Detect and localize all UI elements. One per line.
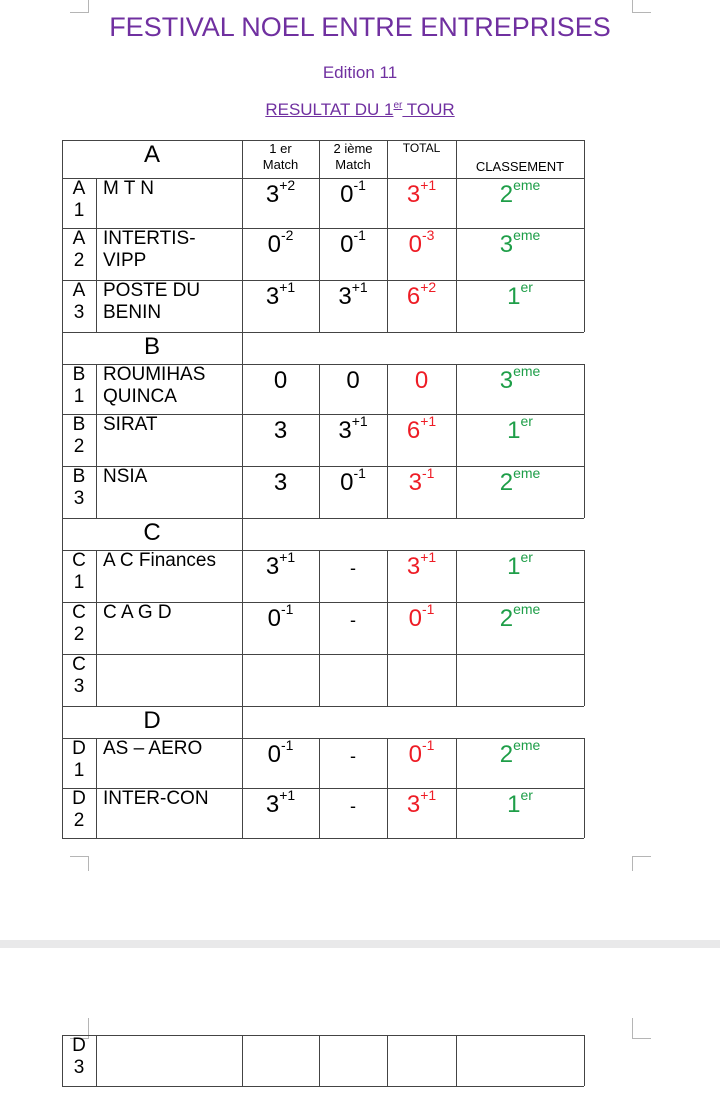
score-modifier: -1 [421,737,435,753]
code-line: 2 [73,624,85,645]
score-modifier: +1 [351,413,368,429]
team-code [62,178,96,222]
score-value: 1 [507,553,521,580]
table-rule [584,550,585,602]
header-line: 1 er [269,141,292,156]
code-line: A [72,280,86,301]
score-modifier: eme [513,227,541,243]
table-rule [96,280,97,332]
score-modifier: +1 [351,279,368,295]
table-rule [96,738,97,788]
code-line: A [72,178,86,199]
table-rule [456,654,457,706]
total-score [387,279,456,311]
match1-score [242,469,319,497]
match2-score [319,741,387,770]
score-modifier: +1 [279,787,296,803]
score-value: 3 [273,469,288,496]
team-line: A C Finances [103,550,216,571]
code-line: B [72,364,86,385]
table-rule [96,178,97,228]
match2-score [319,177,387,209]
score-modifier: eme [513,601,541,617]
table-rule [96,1035,97,1086]
match2-score [319,413,387,445]
subtitle-superscript: er [393,100,403,111]
column-header-classement: CLASSEMENT [475,159,565,174]
code-line: 3 [73,1057,85,1078]
table-rule [62,654,584,655]
table-rule [584,654,585,706]
ranking [456,601,584,633]
code-line: B [72,414,86,435]
match2-score [319,605,387,634]
match2-score [319,367,387,395]
table-rule [319,1035,320,1086]
team-line: VIPP [103,250,147,271]
code-line: C [72,654,86,675]
team-code [62,788,96,832]
score-value: 0 [273,367,288,394]
score-value: 3 [273,417,288,444]
team-line: M T N [103,178,155,199]
table-rule [242,518,243,550]
table-rule [584,280,585,332]
total-score [387,787,456,819]
page-gap [0,940,720,948]
score-value: 2 [499,181,514,208]
score-modifier: -1 [280,601,294,617]
table-rule [242,332,243,364]
score-modifier: +1 [279,279,296,295]
code-line: 1 [73,572,85,593]
team-name [103,414,241,436]
score-value: - [350,610,356,630]
score-modifier: -1 [421,601,435,617]
team-code [62,466,96,510]
code-line: 3 [73,676,85,697]
column-header-match1 [242,141,319,173]
match2-score [319,227,387,259]
score-value: 2 [499,741,514,768]
team-name [103,550,241,572]
team-name [103,602,241,624]
table-rule [96,228,97,280]
total-score [387,465,456,497]
match1-score [242,367,319,395]
team-line: SIRAT [103,414,158,435]
team-line: ROUMIHAS [103,364,206,385]
table-rule [584,602,585,654]
edition-label: Edition 11 [322,63,398,82]
code-line: 3 [73,488,85,509]
ranking [456,363,584,395]
score-modifier: +2 [420,279,437,295]
team-code [62,364,96,408]
score-value: 3 [408,469,422,496]
code-line: D [72,788,86,809]
team-line: AS – AERO [103,738,203,759]
score-value: 2 [499,469,514,496]
code-line: 1 [73,760,85,781]
team-line: C A G D [103,602,172,623]
score-modifier: +2 [279,177,296,193]
team-line: INTERTIS- [103,228,196,249]
table-rule [62,1086,584,1087]
table-rule [456,1035,457,1086]
score-value: 2 [499,605,514,632]
score-value: 1 [507,417,521,444]
ranking [456,737,584,769]
table-rule [387,654,388,706]
table-rule [242,706,243,738]
team-code [62,280,96,324]
code-line: 1 [73,386,85,407]
score-modifier: er [520,279,533,295]
match1-score [242,177,319,209]
document-page-2 [0,948,720,1099]
team-line: POSTE DU [103,280,201,301]
team-name [103,178,241,200]
header-line: 2 ième [333,141,373,156]
document-title: FESTIVAL NOEL ENTRE ENTREPRISES [109,12,611,42]
team-name [103,280,241,324]
subtitle-end: TOUR [402,100,455,119]
match1-score [242,549,319,581]
score-value: 0 [414,367,429,394]
match1-score [242,227,319,259]
team-name [103,466,241,488]
ranking [456,227,584,259]
group-label-d: D [143,707,161,734]
table-rule [96,550,97,602]
subtitle-main: RESULTAT DU 1 [265,100,394,119]
ranking [456,413,584,445]
score-value: 3 [406,553,421,580]
score-value: 3 [265,791,280,818]
score-modifier: er [520,549,533,565]
code-line: 2 [73,436,85,457]
table-rule [584,414,585,466]
team-line: INTER-CON [103,788,209,809]
score-value: 1 [507,791,521,818]
header-line: Match [335,157,371,172]
table-rule [62,838,584,839]
team-name [103,788,241,810]
match1-score [242,737,319,769]
table-rule [584,738,585,788]
score-modifier: -1 [280,737,294,753]
table-rule [387,1035,388,1086]
team-code [62,738,96,782]
score-modifier: -3 [421,227,435,243]
group-label-b: B [143,333,160,360]
score-value: 3 [338,283,352,310]
ranking [456,465,584,497]
score-value: 0 [340,231,354,258]
score-modifier: -1 [353,227,366,243]
score-modifier: +1 [420,413,437,429]
table-rule [584,466,585,518]
table-rule [584,178,585,228]
code-line: 1 [73,200,85,221]
total-score [387,413,456,445]
total-score [387,549,456,581]
score-value: 0 [267,741,281,768]
ranking [456,549,584,581]
team-code [62,228,96,272]
score-modifier: eme [513,363,541,379]
table-rule [584,140,585,178]
ranking [456,279,584,311]
score-value: 0 [408,741,422,768]
team-name [103,738,241,760]
score-modifier: -2 [280,227,294,243]
score-modifier: eme [513,737,541,753]
team-code [62,602,96,646]
group-label-c: C [143,519,161,546]
score-value: 0 [267,231,281,258]
score-modifier: +1 [279,549,296,565]
header-line: Match [262,157,299,172]
score-value: 1 [507,283,521,310]
score-value: 0 [340,181,354,208]
table-rule [242,1035,243,1086]
results-table-continued [0,948,720,1099]
score-value: 3 [406,181,421,208]
table-rule [96,788,97,838]
match1-score [242,787,319,819]
code-line: C [72,550,86,571]
table-rule [96,414,97,466]
score-value: 6 [406,283,421,310]
score-value: 3 [499,231,514,258]
match1-score [242,601,319,633]
score-value: 0 [267,605,281,632]
score-value: 3 [338,417,352,444]
team-name [103,228,241,272]
match2-score [319,279,387,311]
team-line: NSIA [103,466,148,487]
code-line: 2 [73,250,85,271]
score-value: 3 [499,367,514,394]
match2-score [319,791,387,820]
total-score [387,177,456,209]
team-line: QUINCA [103,386,177,407]
match1-score [242,417,319,445]
code-line: D [72,738,86,759]
table-rule [584,228,585,280]
score-value: 3 [265,283,280,310]
total-score [387,737,456,769]
match2-score [319,553,387,582]
score-value: - [350,746,356,766]
score-modifier: eme [513,177,541,193]
score-value: - [350,796,356,816]
score-value: 3 [265,181,280,208]
table-rule [96,602,97,654]
table-rule [96,364,97,414]
team-code [62,414,96,458]
table-rule [584,364,585,414]
table-rule [242,654,243,706]
table-rule [319,654,320,706]
total-score [387,601,456,633]
match1-score [242,279,319,311]
code-line: D [72,1035,86,1056]
table-rule [584,1035,585,1086]
score-modifier: -1 [353,465,366,481]
table-rule [96,466,97,518]
score-value: 0 [346,367,360,394]
score-modifier: +1 [420,549,437,565]
table-rule [62,1035,584,1036]
score-modifier: er [520,413,533,429]
code-line: C [72,602,86,623]
ranking [456,177,584,209]
score-value: 3 [265,553,280,580]
score-value: 0 [340,469,354,496]
table-rule [96,654,97,706]
code-line: A [72,228,86,249]
code-line: 3 [73,302,85,323]
score-modifier: +1 [420,177,437,193]
score-value: - [350,558,356,578]
score-modifier: -1 [353,177,366,193]
code-line: 2 [73,810,85,831]
score-value: 0 [408,605,422,632]
column-header-total: TOTAL [402,141,441,155]
score-value: 3 [406,791,421,818]
code-line: B [72,466,86,487]
total-score [387,367,456,395]
score-modifier: +1 [420,787,437,803]
team-code [62,1035,96,1079]
score-modifier: er [520,787,533,803]
group-label-a: A [143,141,160,168]
score-modifier: eme [513,465,541,481]
table-rule [584,788,585,838]
total-score [387,227,456,259]
score-modifier: -1 [421,465,435,481]
score-value: 0 [408,231,422,258]
team-name [103,364,241,408]
team-code [62,550,96,594]
column-header-match2 [319,141,387,173]
team-line: BENIN [103,302,162,323]
team-code [62,654,96,698]
score-value: 6 [406,417,421,444]
ranking [456,787,584,819]
match2-score [319,465,387,497]
